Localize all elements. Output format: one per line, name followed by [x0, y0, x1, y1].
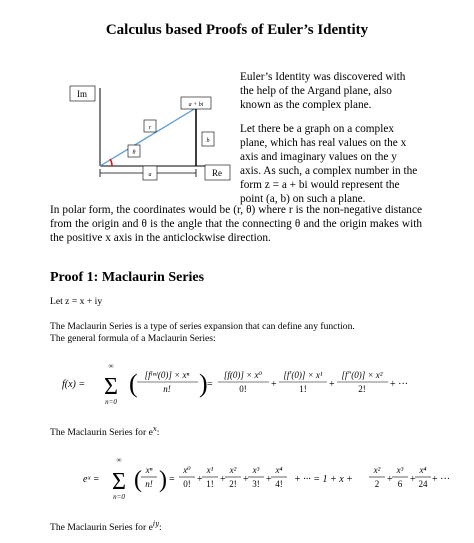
ex-term2-den-2: 24 — [418, 479, 428, 489]
term1-num: [f(0)] × x⁰ — [223, 370, 263, 380]
ex-term2-den-1: 6 — [397, 479, 403, 489]
im-label: Im — [77, 89, 87, 99]
theta-arc — [110, 159, 112, 166]
series-ex-end: : — [156, 427, 160, 439]
re-label: Re — [212, 168, 222, 178]
maclaurin-desc-line1: The Maclaurin Series is a type of series expansion that can define any function. — [50, 321, 355, 332]
maclaurin-desc-line2: The general formula of a Maclaurin Series: — [50, 332, 216, 344]
intro-paragraph-2: Let there be a graph on a complex plane, which has real values on the x axis and imaginary values on the y axis. As such, a complex number in the form z = a + bi would represent the point (a, b) on such a plane. — [240, 123, 418, 205]
intro-text — [240, 70, 418, 216]
series-ex-label — [50, 424, 159, 439]
ex-term2-num-1: x³ — [396, 465, 404, 475]
polar-form-paragraph: In polar form, the coordinates would be (r, θ) where r is the non-negative distance from the origin and θ is the angle that the connecting θ and the origin makes with the positive x axis in the anticlockwise direction. — [50, 204, 422, 244]
svg-text:+: + — [271, 379, 277, 390]
proof1-heading: Proof 1: Maclaurin Series — [50, 270, 205, 285]
sum-upper: ∞ — [108, 362, 114, 370]
argand-diagram — [68, 80, 238, 185]
formula1-tail: + ··· — [390, 379, 409, 390]
ex-term-num-1: x¹ — [206, 465, 214, 475]
series-ex-sup: x — [152, 425, 157, 433]
term3-den: 2! — [358, 384, 366, 394]
let-z-text: Let z = x + iy — [50, 296, 103, 307]
series-eiy-text: The Maclaurin Series for e — [50, 522, 153, 534]
ex-term-num-4: x⁴ — [275, 465, 283, 475]
ex-term-den-4: 4! — [275, 479, 283, 489]
theta-label: θ — [132, 150, 136, 156]
sum2-upper: ∞ — [116, 456, 122, 464]
ex-term-den-0: 0! — [183, 479, 191, 489]
formula2-lhs: eˣ = — [83, 474, 100, 485]
maclaurin-general-formula — [62, 360, 462, 420]
sum2-lower: n=0 — [113, 493, 125, 501]
r-label: r — [148, 125, 152, 131]
series-eiy-sup: iy — [152, 520, 160, 528]
series-eiy-label — [50, 519, 162, 534]
b-label: b — [206, 138, 210, 144]
frac-num: [f⁽ⁿ⁾(0)] × xⁿ — [144, 370, 190, 380]
ex-terms2 — [369, 465, 431, 489]
svg-text:=: = — [207, 379, 213, 390]
ex-term-den-3: 3! — [252, 479, 260, 489]
sigma2-icon: Σ — [112, 469, 126, 495]
frac2-den: n! — [145, 479, 153, 489]
ex-term-plus-0: + — [197, 474, 203, 485]
ex-term-den-2: 2! — [229, 479, 237, 489]
ex-term-plus-3: + — [266, 474, 272, 485]
point-label: a + bi — [188, 102, 204, 108]
ex-term-num-2: x² — [229, 465, 237, 475]
series-ex-text: The Maclaurin Series for e — [50, 427, 153, 439]
ex-term-plus-2: + — [243, 474, 249, 485]
maclaurin-description — [50, 321, 390, 344]
sum-lower: n=0 — [105, 398, 117, 406]
term1-den: 0! — [239, 384, 247, 394]
series-eiy-end: : — [159, 522, 162, 534]
ex-term2-num-0: x² — [373, 465, 381, 475]
page-title: Calculus based Proofs of Euler’s Identity — [105, 22, 369, 38]
frac-den: n! — [163, 384, 171, 394]
a-label: a — [148, 172, 152, 178]
sigma-icon: Σ — [104, 374, 118, 400]
intro-paragraph-1: Euler’s Identity was discovered with the help of the Argand plane, also known as the complex plane. — [240, 71, 406, 111]
ex-term-plus-1: + — [220, 474, 226, 485]
term2-den: 1! — [299, 384, 307, 394]
ex-term-num-3: x³ — [252, 465, 260, 475]
svg-text:): ) — [159, 467, 167, 493]
frac2-num: xⁿ — [145, 465, 153, 475]
ex-series-formula — [83, 455, 468, 510]
term2-num: [f′(0)] × x¹ — [283, 370, 323, 380]
svg-text:+: + — [329, 379, 335, 390]
right-paren: ) — [199, 369, 208, 398]
ex-term-num-0: x⁰ — [183, 465, 191, 475]
ex-term2-plus-0: + — [387, 474, 393, 485]
svg-text:(: ( — [134, 467, 142, 493]
svg-text:=: = — [169, 474, 175, 485]
ex-term-den-1: 1! — [206, 479, 214, 489]
formula2-tail: + ··· — [432, 474, 451, 485]
term3-num: [f″(0)] × x² — [341, 370, 383, 380]
left-paren: ( — [129, 369, 138, 398]
formula2-mid: + ··· = 1 + x + — [294, 474, 353, 485]
ex-term2-den-0: 2 — [374, 479, 380, 489]
ex-terms — [179, 465, 287, 489]
formula1-lhs: f(x) = — [62, 379, 86, 390]
radius-line — [100, 108, 196, 166]
ex-term2-plus-1: + — [410, 474, 416, 485]
ex-term2-num-2: x⁴ — [419, 465, 427, 475]
